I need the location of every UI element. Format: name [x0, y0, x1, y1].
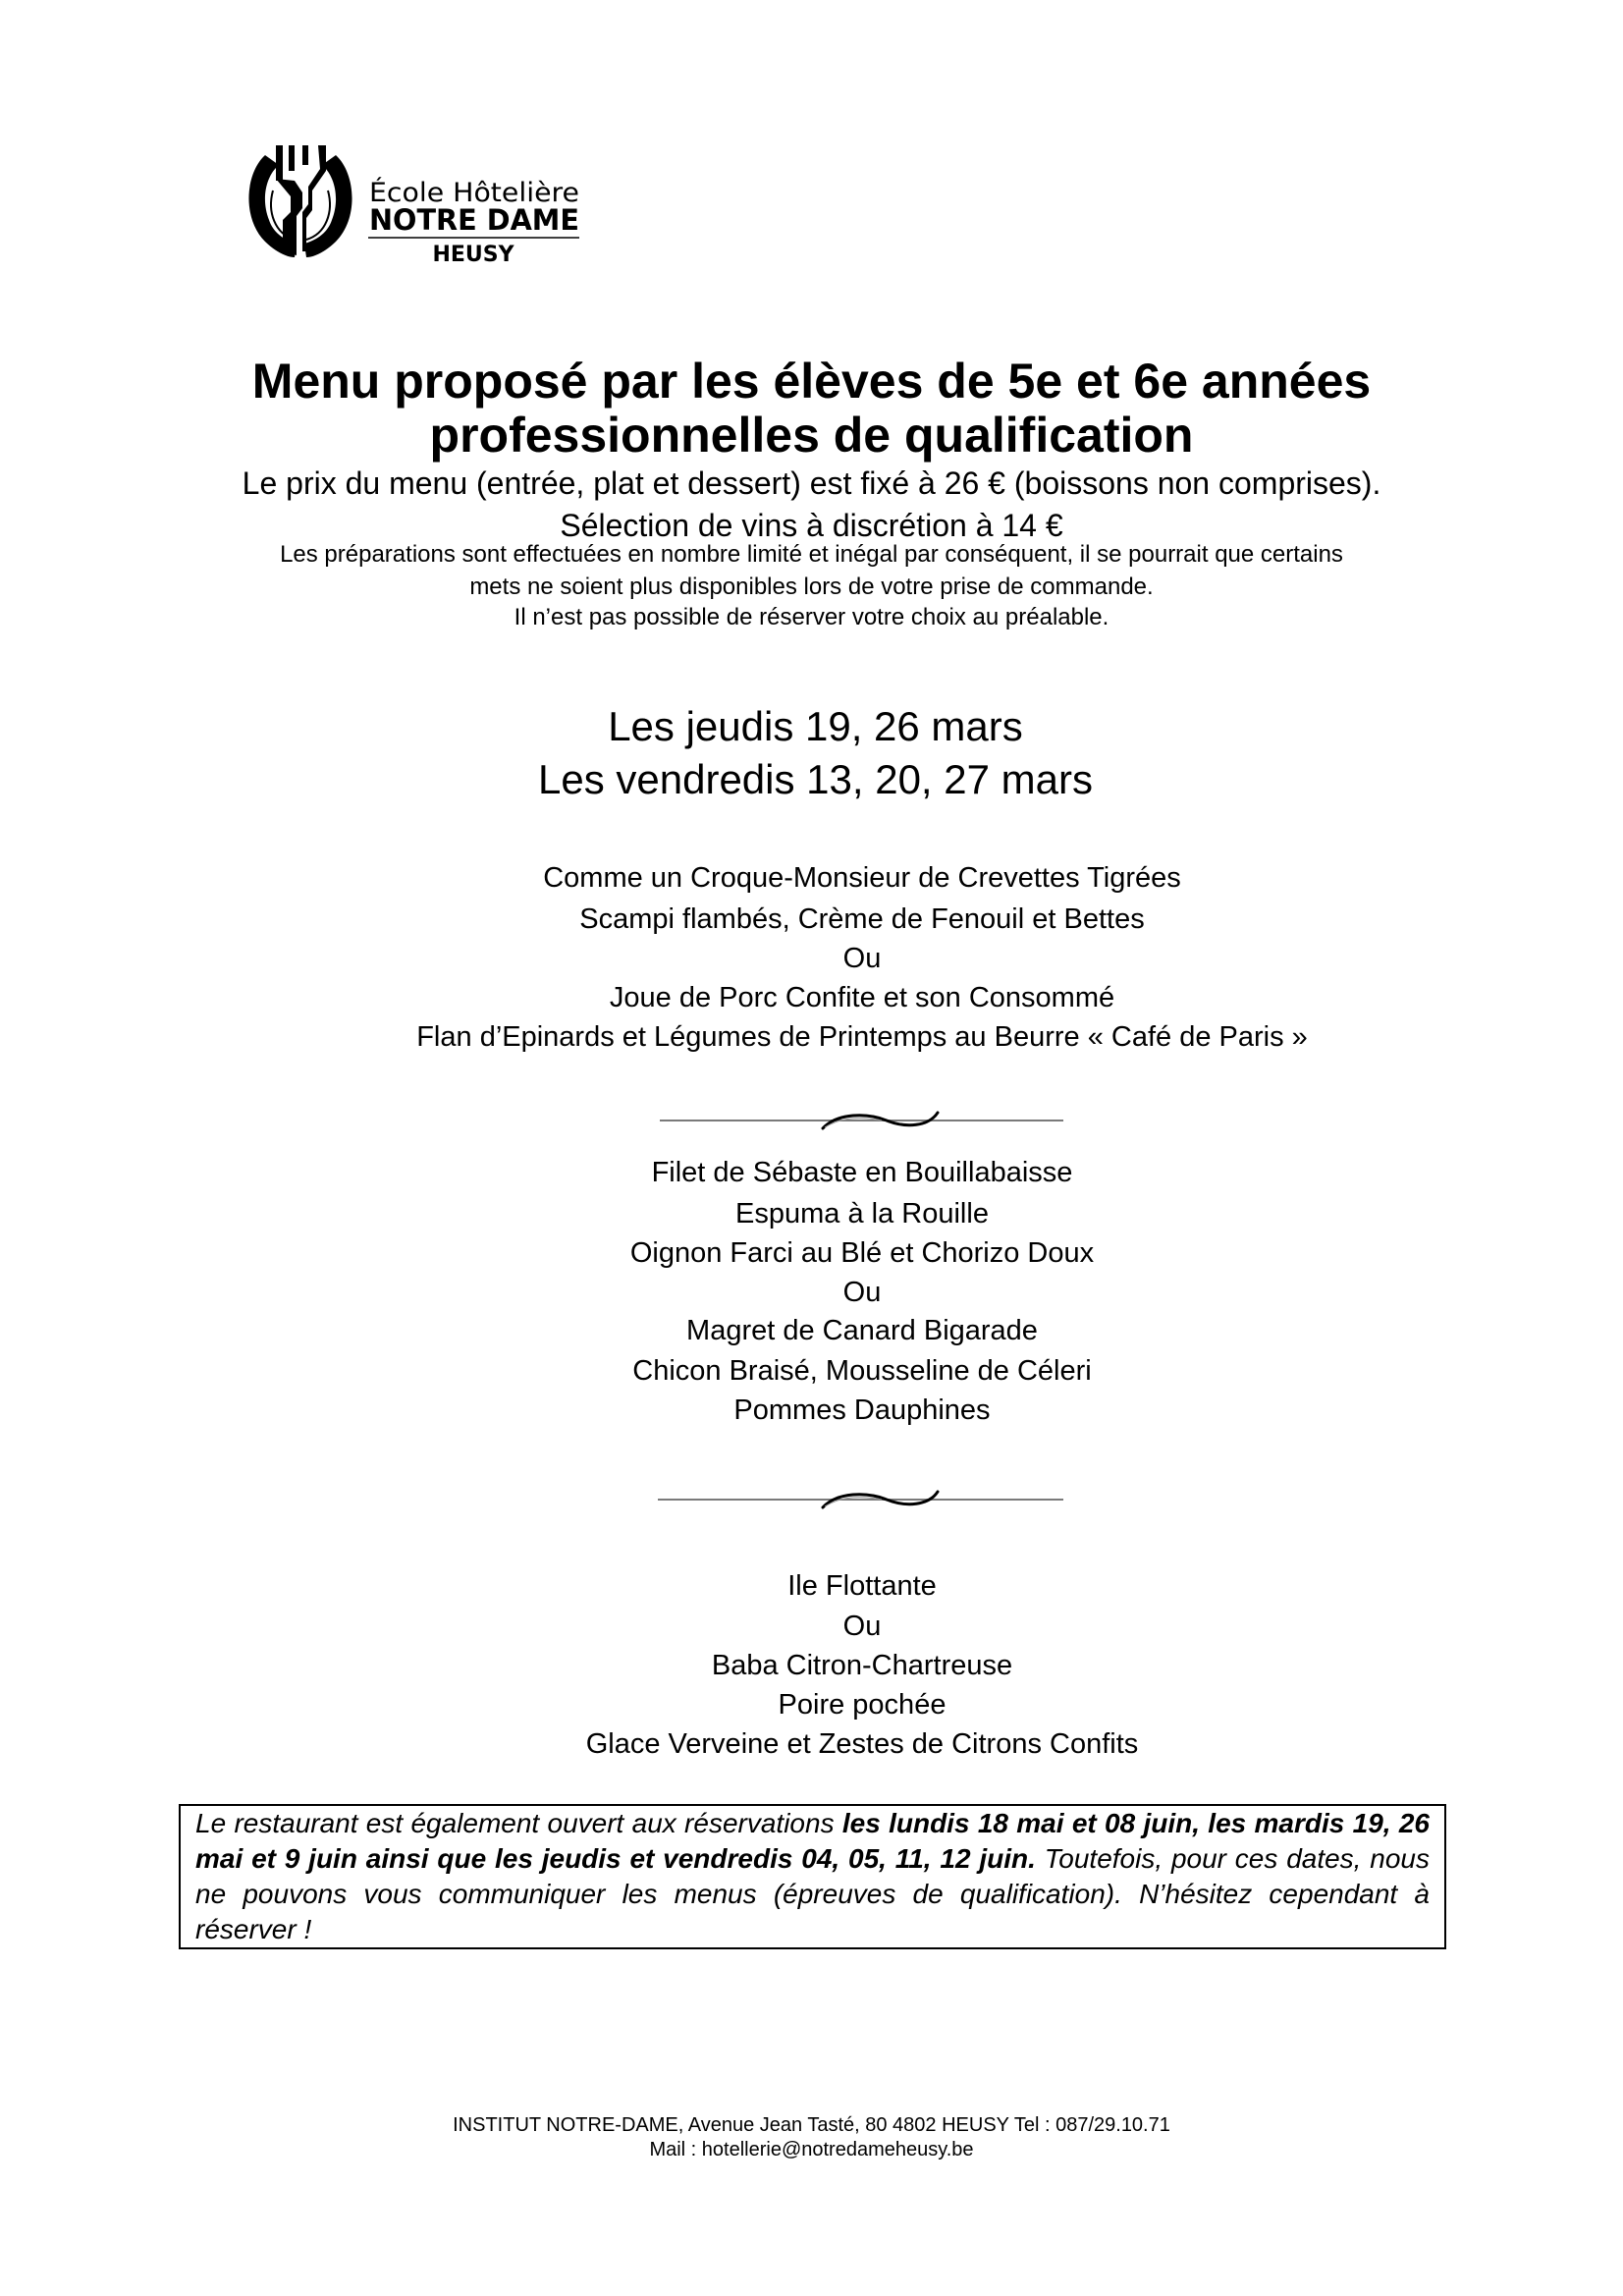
wine-selection-price: Sélection de vins à discrétion à 14 € — [560, 508, 1063, 543]
page-title-line-2: professionnelles de qualification — [429, 408, 1194, 463]
page-title-line-1: Menu proposé par les élèves de 5e et 6e années — [251, 354, 1372, 409]
ornamental-divider-icon — [656, 1488, 1068, 1511]
fork-plate-icon — [243, 141, 587, 265]
availability-note: mets ne soient plus disponibles lors de votre prise de commande. — [469, 574, 1154, 600]
footer-mail: Mail : hotellerie@notredameheusy.be — [649, 2139, 974, 2160]
menu-item: Magret de Canard Bigarade — [686, 1315, 1038, 1346]
menu-item: Scampi flambés, Crème de Fenouil et Bettes — [579, 903, 1145, 935]
logo-line-2: NOTRE DAME — [369, 203, 579, 237]
logo-line-1: École Hôtelière — [369, 178, 569, 208]
menu-item: Pommes Dauphines — [733, 1394, 991, 1426]
logo-line-3: HEUSY — [432, 243, 514, 265]
footer-address: INSTITUT NOTRE-DAME, Avenue Jean Tasté, 80 4802 HEUSY Tel : 087/29.10.71 — [453, 2114, 1170, 2136]
menu-item: Glace Verveine et Zestes de Citrons Confits — [585, 1728, 1139, 1760]
menu-item: Ile Flottante — [787, 1570, 937, 1602]
menu-item: Flan d’Epinards et Légumes de Printemps au Beurre « Café de Paris » — [416, 1021, 1308, 1053]
menu-item: Poire pochée — [778, 1689, 947, 1721]
menu-item: Espuma à la Rouille — [735, 1198, 989, 1230]
notice-intro: Le restaurant est également ouvert aux réservations — [195, 1808, 842, 1838]
menu-item: Joue de Porc Confite et son Consommé — [609, 982, 1115, 1013]
menu-item: Baba Citron-Chartreuse — [711, 1650, 1013, 1681]
menu-item: Oignon Farci au Blé et Chorizo Doux — [629, 1237, 1095, 1269]
menu-item: Chicon Braisé, Mousseline de Céleri — [632, 1355, 1092, 1387]
menu-or: Ou — [842, 1611, 882, 1642]
reservation-note: Il n’est pas possible de réserver votre choix au préalable. — [514, 604, 1109, 630]
ornamental-divider-icon — [656, 1109, 1068, 1132]
notice-dates: les lundis 18 mai et 08 juin, les mardis 19, 26 mai et 9 juin ainsi que les jeudis et vendredis 04, 05, 11, 12 juin. — [195, 1808, 1430, 1874]
dates-fridays: Les vendredis 13, 20, 27 mars — [538, 756, 1093, 802]
menu-price: Le prix du menu (entrée, plat et dessert) est fixé à 26 € (boissons non comprises). — [242, 465, 1381, 501]
school-logo — [243, 141, 587, 265]
notice-outro: Toutefois, pour ces dates, nous ne pouvons vous communiquer les menus (épreuves de qualification). N’hésitez cependant à réserver ! — [195, 1843, 1430, 1944]
reservation-notice — [195, 1806, 1430, 1947]
dates-thursdays: Les jeudis 19, 26 mars — [608, 703, 1023, 749]
menu-or: Ou — [842, 943, 882, 974]
menu-or: Ou — [842, 1277, 882, 1308]
reservation-notice-box — [179, 1804, 1446, 1949]
availability-note: Les préparations sont effectuées en nombre limité et inégal par conséquent, il se pourrait que certains — [280, 541, 1343, 568]
menu-item: Comme un Croque-Monsieur de Crevettes Tigrées — [543, 862, 1181, 894]
menu-item: Filet de Sébaste en Bouillabaisse — [651, 1157, 1073, 1188]
